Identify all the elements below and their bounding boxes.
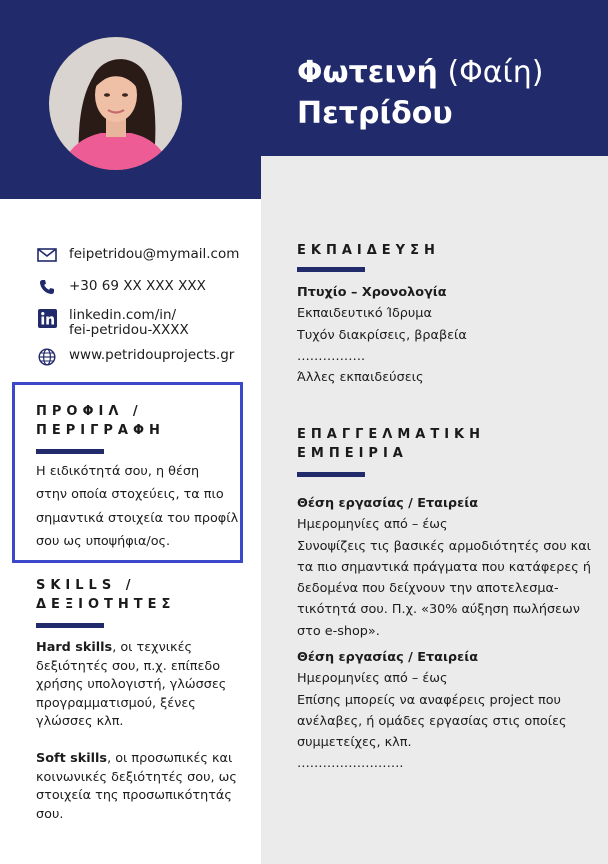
soft-skills-first: , οι προσωπικές και bbox=[107, 751, 233, 766]
linkedin-line-1: linkedin.com/in/ bbox=[69, 307, 177, 323]
hard-skills-line: προγραμματισμού, ξένες bbox=[36, 695, 196, 711]
experience-title-line-2: ΕΜΠΕΙΡΙΑ bbox=[297, 446, 408, 461]
contact-website[interactable] bbox=[37, 348, 234, 366]
profile-title bbox=[36, 402, 236, 440]
job-position: Θέση εργασίας / Εταιρεία bbox=[297, 496, 478, 511]
profile-photo bbox=[49, 37, 182, 170]
profile-divider bbox=[36, 449, 104, 454]
contact-phone[interactable] bbox=[37, 279, 206, 295]
profile-line: Η ειδικότητά σου, η θέση bbox=[36, 464, 200, 479]
hard-skills-line: δεξιότητές σου, π.χ. επίπεδο bbox=[36, 658, 221, 674]
experience-divider bbox=[297, 472, 365, 477]
globe-icon bbox=[37, 348, 57, 366]
phone-icon bbox=[37, 279, 57, 295]
skills-divider bbox=[36, 623, 104, 628]
first-name: Φωτεινή bbox=[297, 55, 438, 90]
job-entry bbox=[297, 493, 602, 642]
skills-title bbox=[36, 576, 246, 614]
hard-skills-first: , οι τεχνικές bbox=[112, 640, 193, 655]
hard-skills bbox=[36, 639, 251, 732]
linkedin-line-2: fei-petridou-XXXX bbox=[69, 322, 189, 338]
experience-title bbox=[297, 425, 597, 463]
soft-skills bbox=[36, 750, 251, 824]
job-line: ……………………. bbox=[297, 756, 404, 772]
contact-linkedin[interactable] bbox=[37, 308, 189, 338]
nickname: (Φαίη) bbox=[447, 55, 544, 90]
soft-skills-label: Soft skills bbox=[36, 751, 108, 766]
job-position: Θέση εργασίας / Εταιρεία bbox=[297, 650, 478, 665]
phone-text: +30 69 XX XXX XXX bbox=[69, 278, 206, 294]
website-text: www.petridouprojects.gr bbox=[69, 347, 235, 363]
job-line: τα πιο σημαντικά πράγματα που κατάφερες ή bbox=[297, 559, 591, 575]
job-line: συμμετείχες, κλπ. bbox=[297, 735, 412, 751]
education-line: Τυχόν διακρίσεις, βραβεία bbox=[297, 327, 467, 343]
profile-title-line-1: ΠΡΟΦΙΛ / bbox=[36, 404, 143, 419]
contact-email[interactable] bbox=[37, 247, 239, 263]
skills-title-line-1: SKILLS / bbox=[36, 578, 136, 593]
profile-line: στην οποία στοχεύεις, τα πιο bbox=[36, 487, 224, 503]
soft-skills-line: κοινωνικές δεξιότητές σου, ως bbox=[36, 769, 237, 785]
last-name: Πετρίδου bbox=[297, 96, 453, 131]
job-line: τικότητά σου. Π.χ. «30% αύξηση πωλήσεων bbox=[297, 602, 580, 618]
hard-skills-line: γλώσσες κλπ. bbox=[36, 714, 124, 730]
job-line: στο e-shop». bbox=[297, 623, 380, 639]
job-line: δεδομένα που δείχνουν την αποτελεσμα- bbox=[297, 581, 559, 597]
job-line: Συνοψίζεις τις βασικές αρμοδιότητές σου και bbox=[297, 538, 591, 554]
envelope-icon bbox=[37, 247, 57, 263]
education-line: ……………. bbox=[297, 348, 366, 364]
hard-skills-line: χρήσης υπολογιστή, γλώσσες bbox=[36, 677, 227, 693]
job-dates: Ημερομηνίες από – έως bbox=[297, 517, 448, 533]
soft-skills-line: στοιχεία της προσωπικότητάς bbox=[36, 788, 232, 804]
education-line: Εκπαιδευτικό Ίδρυμα bbox=[297, 306, 432, 322]
job-entry bbox=[297, 647, 602, 775]
profile-title-line-2: ΠΕΡΙΓΡΑΦΗ bbox=[36, 423, 165, 438]
education-details bbox=[297, 282, 597, 388]
soft-skills-line: σου. bbox=[36, 806, 64, 822]
education-line: Άλλες εκπαιδεύσεις bbox=[297, 370, 424, 386]
education-degree: Πτυχίο – Χρονολογία bbox=[297, 285, 447, 300]
skills-title-line-2: ΔΕΞΙΟΤΗΤΕΣ bbox=[36, 597, 176, 612]
profile-line: σου ως υποψήφια/ος. bbox=[36, 534, 171, 550]
hard-skills-label: Hard skills bbox=[36, 640, 113, 655]
email-text: feipetridou@mymail.com bbox=[69, 246, 240, 262]
portrait-image bbox=[49, 37, 182, 170]
experience-title-line-1: ΕΠΑΓΓΕΛΜΑΤΙΚΗ bbox=[297, 427, 485, 442]
linkedin-icon bbox=[37, 308, 57, 328]
education-title: ΕΚΠΑΙΔΕΥΣΗ bbox=[297, 243, 440, 258]
profile-line: σημαντικά στοιχεία του προφίλ bbox=[36, 510, 239, 526]
candidate-name bbox=[297, 52, 543, 134]
education-divider bbox=[297, 267, 365, 272]
job-line: Επίσης μπορείς να αναφέρεις project που bbox=[297, 692, 561, 708]
profile-description bbox=[36, 460, 241, 554]
job-line: ανέλαβες, ή ομάδες εργασίας στις οποίες bbox=[297, 713, 567, 729]
job-dates: Ημερομηνίες από – έως bbox=[297, 671, 448, 687]
